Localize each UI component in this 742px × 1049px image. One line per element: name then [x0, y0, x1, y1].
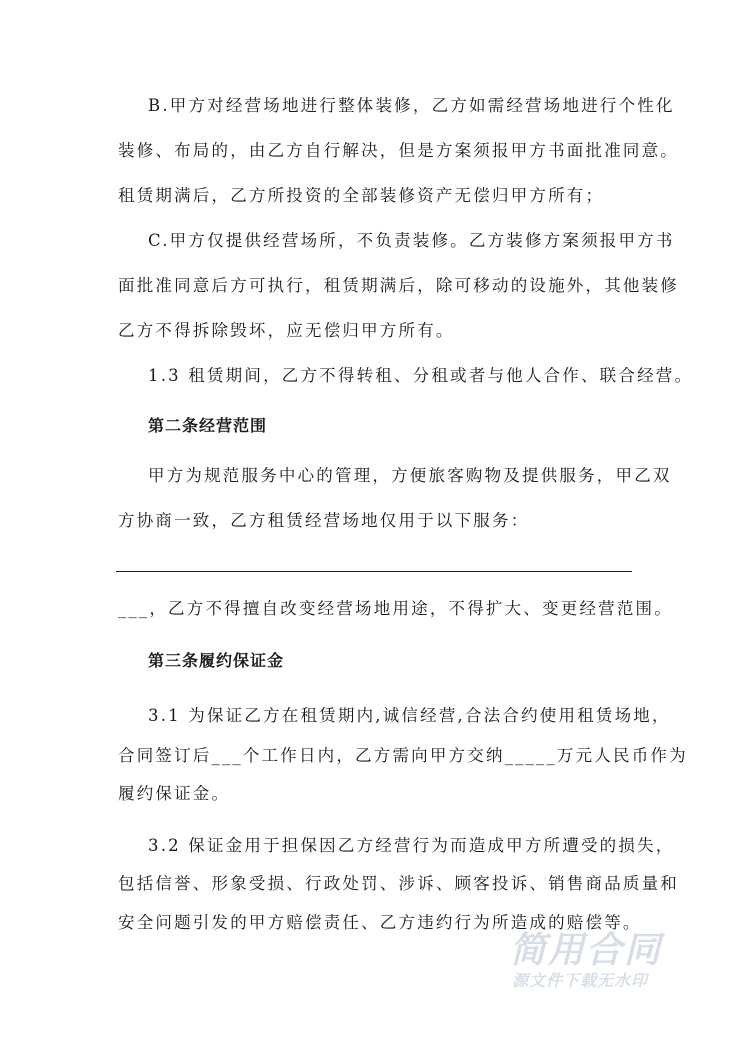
scope-line-1: 甲方为规范服务中心的管理，方便旅客购物及提供服务，甲乙双 [148, 466, 672, 485]
paragraph-3-1-line-2: 合同签订后___个工作日内，乙方需向甲方交纳_____万元人民币作为 [118, 746, 688, 765]
paragraph-3-2-line-2: 包括信誉、形象受损、行政处罚、涉诉、顾客投诉、销售商品质量和 [118, 874, 679, 893]
section-heading-2: 第二条经营范围 [148, 416, 268, 435]
paragraph-3-2-line-3: 安全问题引发的甲方赔偿责任、乙方违约行为所造成的赔偿等。 [118, 913, 642, 932]
paragraph-3-2-line-1: 3.2 保证金用于担保因乙方经营行为而造成甲方所遭受的损失， [148, 836, 675, 855]
paragraph-1-3: 1.3 租赁期间，乙方不得转租、分租或者与他人合作、联合经营。 [148, 366, 694, 385]
watermark-title: 简用合同 [510, 930, 663, 971]
paragraph-c-line-3: 乙方不得拆除毁坏，应无偿归甲方所有。 [118, 321, 455, 340]
paragraph-3-1-line-3: 履约保证金。 [118, 784, 231, 803]
paragraph-c-line-2: 面批准同意后方可执行，租赁期满后，除可移动的设施外，其他装修 [118, 276, 679, 295]
watermark-subtitle: 源文件下载无水印 [512, 971, 649, 990]
paragraph-3-1-line-1: 3.1 为保证乙方在租赁期内,诚信经营,合法合约使用租赁场地， [148, 706, 671, 725]
section-heading-3: 第三条履约保证金 [148, 651, 285, 670]
scope-line-2: 方协商一致，乙方租赁经营场地仅用于以下服务： [118, 511, 530, 530]
paragraph-b-line-2: 装修、布局的，由乙方自行解决，但是方案须报甲方书面批准同意。 [118, 141, 679, 160]
scope-end-line: ___，乙方不得擅自改变经营场地用途，不得扩大、变更经营范围。 [118, 599, 673, 618]
fill-in-blank-rule [116, 571, 632, 572]
paragraph-b-line-1: B.甲方对经营场地进行整体装修，乙方如需经营场地进行个性化 [148, 96, 675, 115]
paragraph-c-line-1: C.甲方仅提供经营场所，不负责装修。乙方装修方案须报甲方书 [148, 231, 675, 250]
paragraph-b-line-3: 租赁期满后，乙方所投资的全部装修资产无偿归甲方所有； [118, 186, 605, 205]
